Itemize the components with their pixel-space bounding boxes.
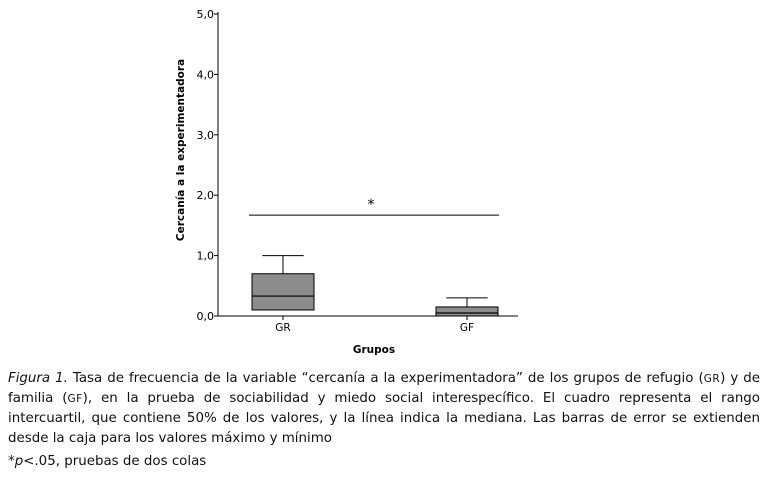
box-gr [252, 274, 314, 310]
caption-text-2: ) y de familia ( [8, 371, 760, 406]
caption-gf: GF [67, 393, 83, 405]
y-tick-label: 1,0 [196, 249, 214, 263]
note-star: * [8, 454, 15, 469]
box-gf [436, 307, 498, 316]
y-tick-label: 5,0 [196, 8, 214, 21]
y-tick-label: 4,0 [196, 68, 214, 82]
caption-gr: GR [703, 373, 721, 385]
x-axis-label: Grupos [352, 344, 396, 356]
y-tick-label: 3,0 [196, 128, 214, 142]
y-tick-label: 0,0 [196, 310, 214, 323]
y-ticks [197, 8, 219, 323]
note-text: <.05, pruebas de dos colas [23, 454, 207, 469]
boxes [252, 256, 498, 334]
note-p: p [14, 454, 24, 469]
significance-star: * [367, 197, 375, 214]
x-tick-label-gf: GF [459, 322, 475, 334]
axes [218, 12, 518, 316]
caption-text-1: Tasa de frecuencia de la variable “cercanía a la experimentadora” de los grupos de refugio ( [67, 371, 704, 386]
caption-label: Figura 1. [8, 371, 68, 386]
significance-note [8, 454, 206, 469]
x-tick-label-gr: GR [275, 322, 291, 334]
significance-annotation [249, 197, 499, 215]
y-tick-label: 2,0 [196, 189, 214, 203]
caption-text-3: ), en la prueba de sociabilidad y miedo social interespecífico. El cuadro representa el rango intercuartil, que contiene 50% de los valores, y la línea indica la mediana. Las barras de error se extienden desde la caja para los valores máximo y mínimo [8, 391, 760, 446]
figure-caption [8, 369, 760, 449]
y-axis-label: Cercanía a la experimentadora [175, 58, 187, 242]
